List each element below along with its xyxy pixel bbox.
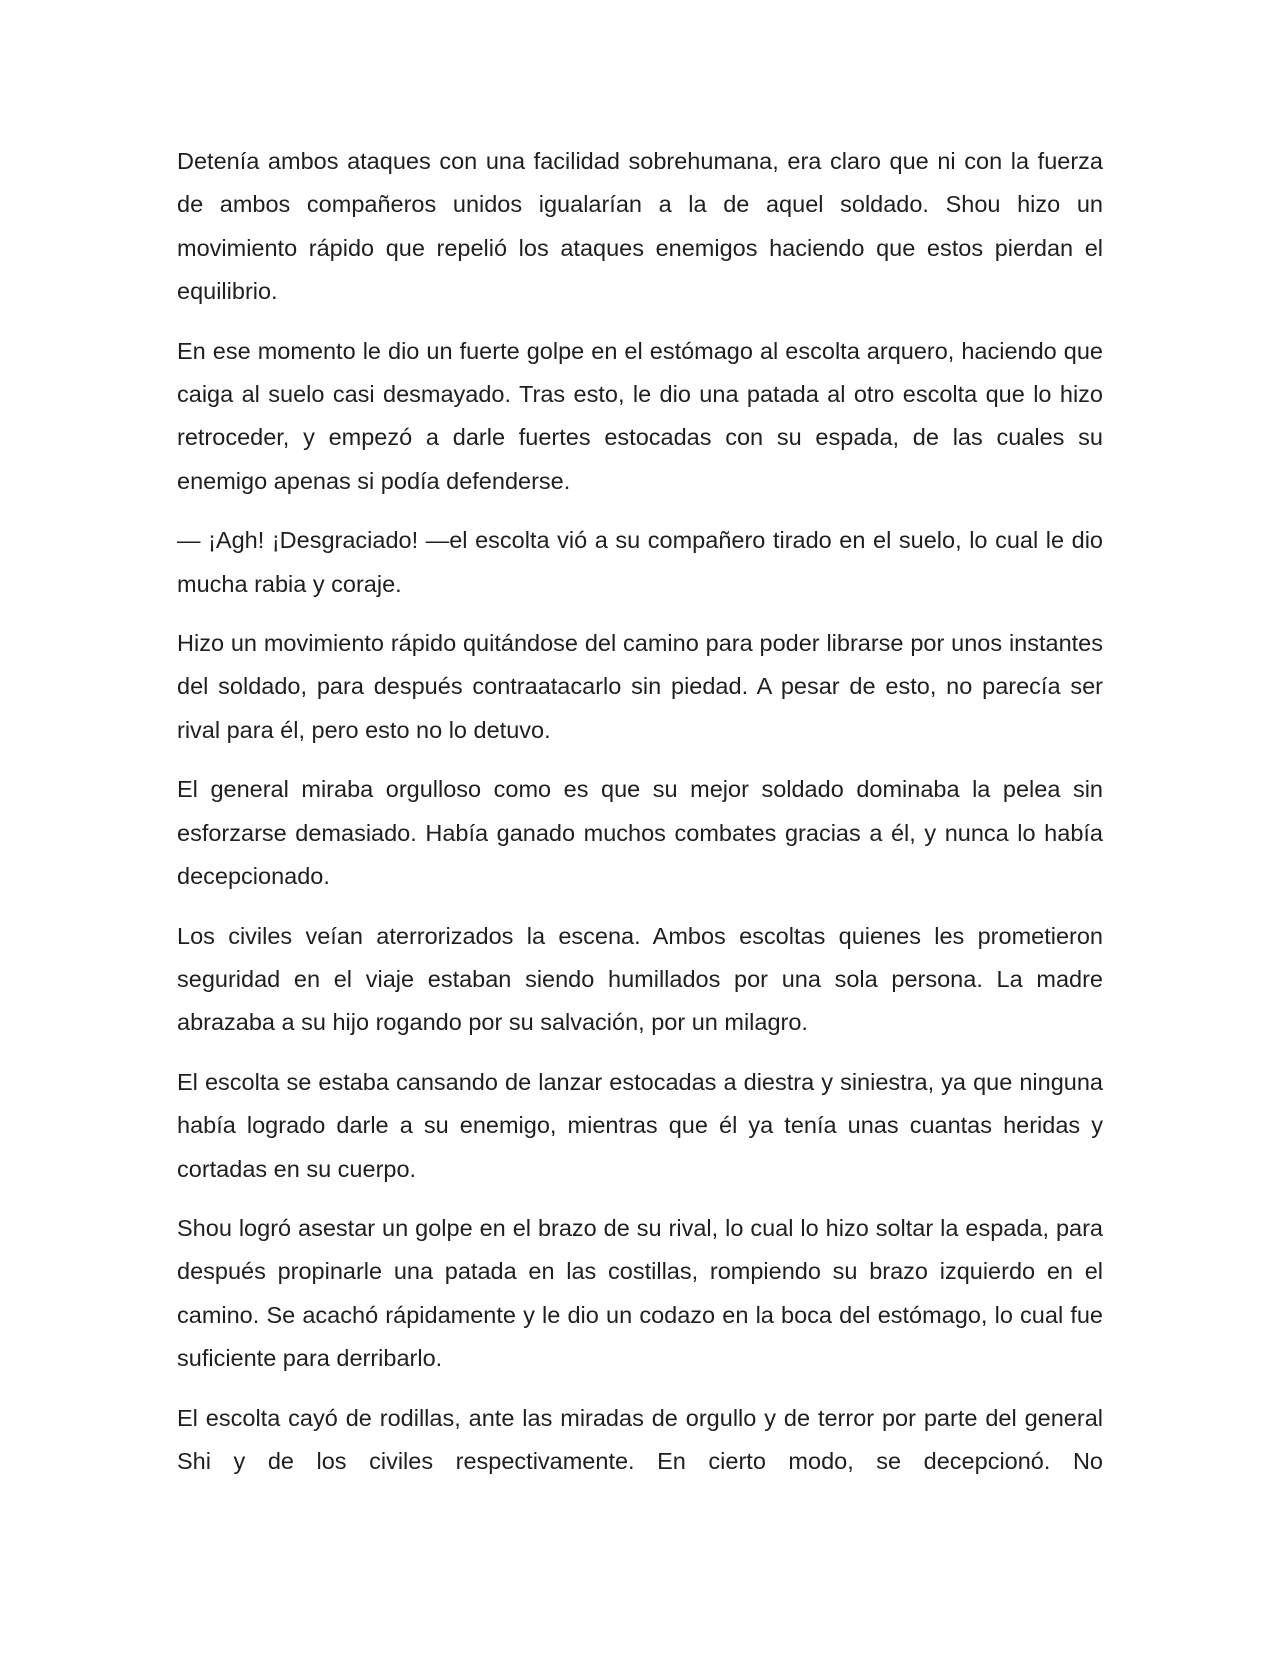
paragraph-7: El escolta se estaba cansando de lanzar estocadas a diestra y siniestra, ya que ninguna había logrado darle a su enemigo, mientras que él ya tenía unas cuantas heridas y cortadas en su cuerpo. — [177, 1068, 1103, 1182]
document-body — [177, 140, 1103, 1499]
paragraph-1: Detenía ambos ataques con una facilidad sobrehumana, era claro que ni con la fuerza de ambos compañeros unidos igualarían a la de aquel soldado. Shou hizo un movimiento rápido que repelió los ataques enemigos haciendo que estos pierdan el equilibrio. — [177, 148, 1103, 305]
paragraph-2: En ese momento le dio un fuerte golpe en el estómago al escolta arquero, haciendo que caiga al suelo casi desmayado. Tras esto, le dio una patada al otro escolta que lo hizo retroceder, y empezó a darle fuertes estocadas con su espada, de las cuales su enemigo apenas si podía defenderse. — [177, 337, 1103, 494]
paragraph-9: El escolta cayó de rodillas, ante las miradas de orgullo y de terror por parte del general Shi y de los civiles respectivamente. En cierto modo, se decepcionó. No — [177, 1404, 1103, 1474]
paragraph-3: — ¡Agh! ¡Desgraciado! —el escolta vió a su compañero tirado en el suelo, lo cual le dio mucha rabia y coraje. — [177, 527, 1103, 597]
paragraph-5: El general miraba orgulloso como es que su mejor soldado dominaba la pelea sin esforzarse demasiado. Había ganado muchos combates gracias a él, y nunca lo había decepcionado. — [177, 776, 1103, 890]
paragraph-4: Hizo un movimiento rápido quitándose del camino para poder librarse por unos instantes del soldado, para después contraatacarlo sin piedad. A pesar de esto, no parecía ser rival para él, pero esto no lo detuvo. — [177, 630, 1103, 743]
paragraph-8: Shou logró asestar un golpe en el brazo de su rival, lo cual lo hizo soltar la espada, para después propinarle una patada en las costillas, rompiendo su brazo izquierdo en el camino. Se acachó rápidamente y le dio un codazo en la boca del estómago, lo cual fue suficiente para derribarlo. — [177, 1214, 1103, 1372]
paragraph-6: Los civiles veían aterrorizados la escena. Ambos escoltas quienes les prometieron seguridad en el viaje estaban siendo humillados por una sola persona. La madre abrazaba a su hijo rogando por su salvación, por un milagro. — [177, 922, 1103, 1036]
